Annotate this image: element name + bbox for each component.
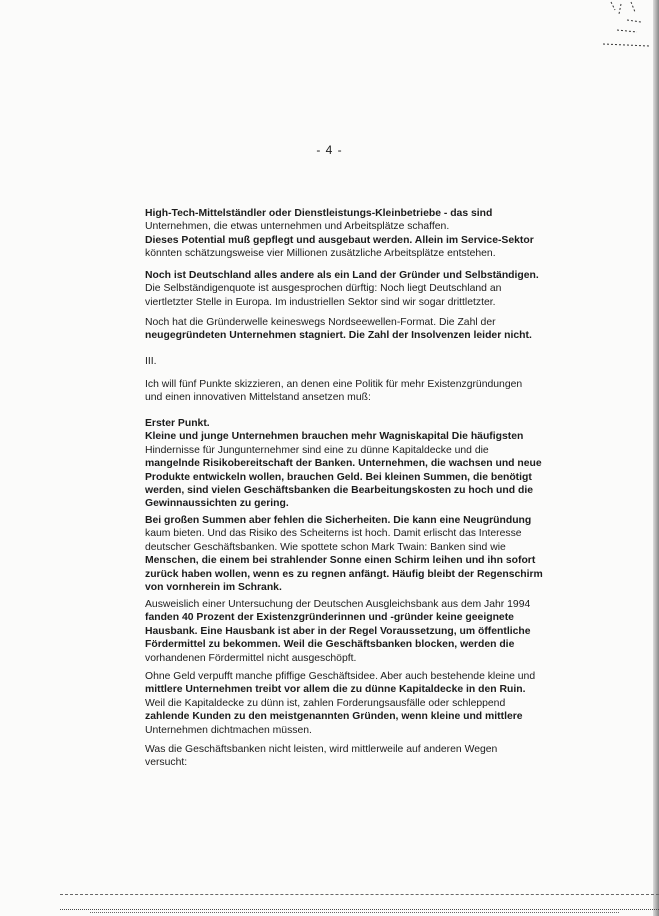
section-numeral [145,355,555,368]
page-number: - 4 - [316,143,343,157]
scan-edge-bottom-line [90,912,619,914]
text-line: zahlende Kunden zu den meistgenannten Gründen, wenn kleine und mittlere [145,711,523,723]
text-line: High-Tech-Mittelständler oder Dienstleistungs-Kleinbetriebe - das sind [145,208,493,219]
text-line: und einen innovativen Mittelstand ansetzen muß: [145,392,371,404]
text-line: fanden 40 Prozent der Existenzgründerinnen und -gründer keine geeignete [145,612,514,624]
text-line: Bei großen Summen aber fehlen die Sicherheiten. Die kann eine Neugründung [145,515,532,526]
text-line: Noch ist Deutschland alles andere als ein Land der Gründer und Selbständigen. [145,270,539,281]
text-line: Produkte entwickeln wollen, brauchen Geld. Bei kleinen Summen, die benötigt [145,471,532,483]
text-line: kaum bieten. Und das Risiko des Scheiterns ist hoch. Damit erlischt das Interesse [145,528,522,540]
paragraph-9 [145,743,555,770]
text-line: viertletzter Stelle in Europa. Im industriellen Sektor sind wir sogar drittletzter. [145,296,496,308]
text-line: versucht: [145,757,188,769]
scan-edge-bottom [60,894,659,910]
text-line: Unternehmen dichtmachen müssen. [145,724,312,736]
text-line: Menschen, die einem bei strahlender Sonne einen Schirm leihen und ihn sofort [145,555,536,567]
text-line: zurück haben wollen, wenn es zu regnen anfängt. Häufig bleibt der Regenschirm [145,568,543,580]
paragraph-6 [145,514,555,594]
text-line: vorhandenen Fördermittel nicht ausgeschöpft. [145,652,357,664]
text-line: Kleine und junge Unternehmen brauchen mehr Wagniskapital Die häufigsten [145,431,524,443]
text-line: Hindernisse für Jungunternehmer sind eine zu dünne Kapitaldecke und die [145,444,489,456]
text-line: Ohne Geld verpufft manche pfiffige Geschäftsidee. Aber auch bestehende kleine und [145,671,536,682]
paragraph-2 [145,269,555,309]
text-line: Ich will fünf Punkte skizzieren, an denen eine Politik für mehr Existenzgründungen [145,379,523,390]
text-line: mangelnde Risikobereitschaft der Banken. Unternehmen, die wachsen und neue [145,458,542,470]
text-line: Gewinnaussichten zu gering. [145,498,289,510]
scan-edge-right [653,0,659,916]
paragraph-4 [145,378,555,405]
paragraph-3 [145,316,555,343]
text-line: III. [145,356,157,367]
text-line: Was die Geschäftsbanken nicht leisten, wird mittlerweile auf anderen Wegen [145,744,498,755]
text-line: Unternehmen, die etwas unternehmen und Arbeitsplätze schaffen. [145,221,450,233]
text-line: könnten schätzungsweise vier Millionen zusätzliche Arbeitsplätze entstehen. [145,248,496,260]
text-line: Ausweislich einer Untersuchung der Deutschen Ausgleichsbank aus dem Jahr 1994 [145,599,531,610]
text-line: Dieses Potential muß gepflegt und ausgebaut werden. Allein im Service-Sektor [145,234,534,246]
scan-artifact-corner [591,0,651,50]
text-line: deutscher Geschäftsbanken. Wie spottete schon Mark Twain: Banken sind wie [145,541,506,553]
text-line: Weil die Kapitaldecke zu dünn ist, zahlen Forderungsausfälle oder schleppend [145,697,506,709]
paragraph-5 [145,417,555,511]
text-line: Die Selbständigenquote ist ausgesprochen dürftig: Noch liegt Deutschland an [145,283,502,295]
text-line: Noch hat die Gründerwelle keineswegs Nordseewellen-Format. Die Zahl der [145,317,496,328]
paragraph-8 [145,670,555,737]
text-line: mittlere Unternehmen treibt vor allem die zu dünne Kapitaldecke in den Ruin. [145,684,526,696]
text-line: Fördermittel zu bekommen. Weil die Geschäftsbanken blocken, werden die [145,639,515,651]
text-line: werden, sind vielen Geschäftsbanken die Bearbeitungskosten zu hoch und die [145,485,534,497]
text-line: von vornherein im Schrank. [145,582,282,594]
text-line: Hausbank. Eine Hausbank ist aber in der Regel Voraussetzung, um öffentliche [145,625,531,637]
text-line: neugegründeten Unternehmen stagniert. Die Zahl der Insolvenzen leider nicht. [145,330,532,342]
paragraph-7 [145,598,555,665]
paragraph-1 [145,207,555,261]
text-line: Erster Punkt. [145,418,210,429]
